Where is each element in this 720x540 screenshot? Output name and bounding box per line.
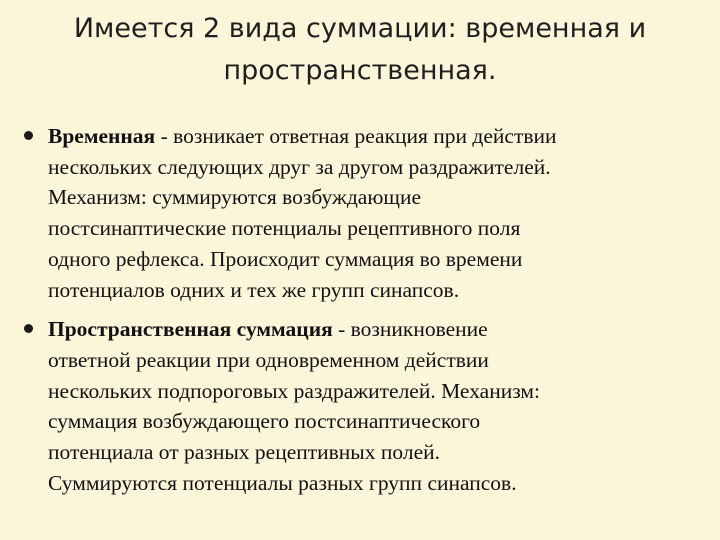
bullet-line: [48, 314, 708, 345]
bullet-text: - возникает ответная реакция при действии: [155, 124, 557, 148]
bullet-line: Суммируются потенциалы разных групп синапсов.: [48, 470, 517, 495]
bullet-line: Механизм: суммируются возбуждающие: [48, 185, 421, 210]
bullet-line: потенциала от разных рецептивных полей.: [48, 440, 441, 465]
bullet-text: - возникновение: [332, 317, 488, 342]
slide-title: [30, 8, 690, 92]
bullet-dot-icon: [24, 131, 33, 140]
bullet-list: [22, 121, 708, 507]
bullet-item-spatial: [22, 314, 708, 498]
title-line: пространственная.: [223, 55, 497, 86]
bullet-line: потенциалов одних и тех же групп синапсов.: [48, 277, 460, 302]
bullet-line: [48, 121, 708, 152]
bullet-term: Временная: [48, 124, 156, 148]
bullet-line: одного рефлекса. Происходит суммация во времени: [48, 246, 523, 271]
bullet-line: ответной реакции при одновременном действии: [48, 347, 489, 372]
bullet-line: нескольких подпороговых раздражителей. Механизм:: [48, 378, 540, 403]
bullet-line: постсинаптические потенциалы рецептивного поля: [48, 216, 521, 241]
bullet-item-temporal: [22, 121, 708, 305]
bullet-term: Пространственная суммация: [48, 317, 333, 342]
title-line: Имеется 2 вида суммации: временная и: [73, 13, 647, 44]
bullet-line: нескольких следующих друг за другом раздражителей.: [48, 154, 551, 179]
bullet-line: суммация возбуждающего постсинаптического: [48, 409, 481, 434]
bullet-dot-icon: [24, 324, 33, 333]
